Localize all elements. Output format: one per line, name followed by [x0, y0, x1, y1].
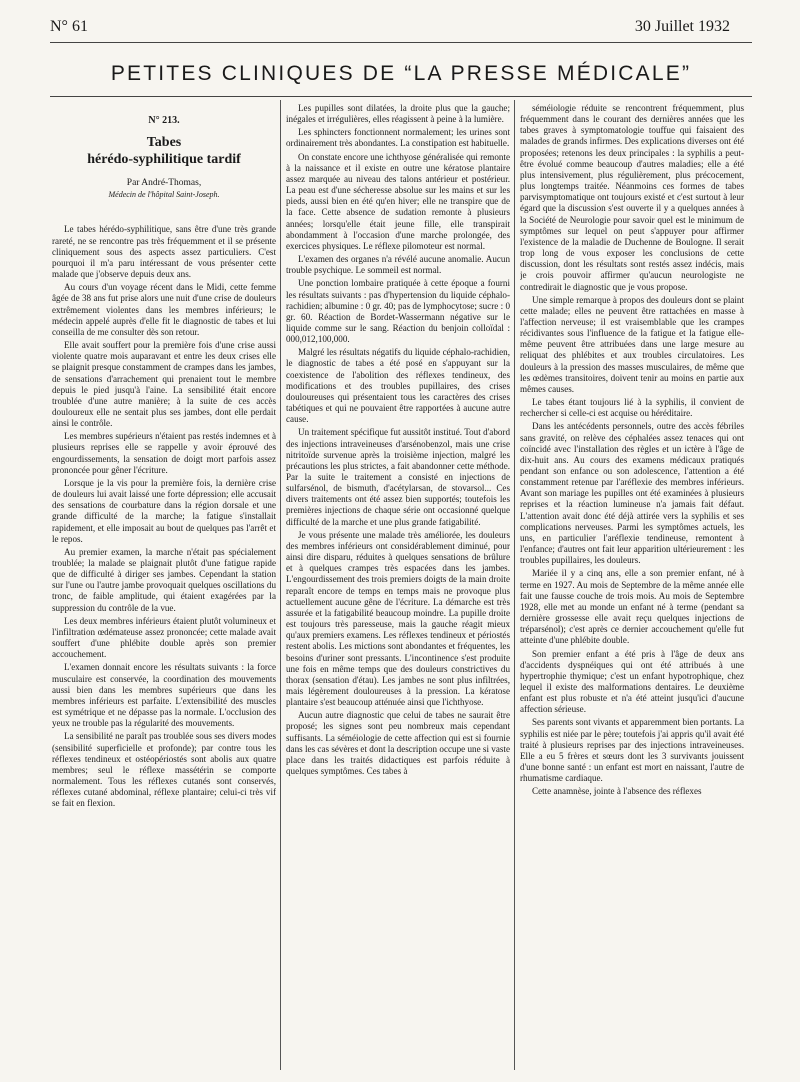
text-column-3 — [520, 103, 744, 1073]
paragraph: Un traitement spécifique fut aussitôt institué. Tout d'abord des injections intraveineuses d'arsénobenzol, mais une crise nitritoïde survenue après la troisième injection, malgré les précautions les plus strictes, a fait abandonner cette méthode. Par la suite le traitement a consisté en injections de sulfarsénol, de bismuth, d'acétylarsan, de stovarsol... Ces divers traitements ont été assez bien supportés; toutefois les premières injections de chaque série ont occasionné quelque difficulté de la marche et une plus grande fatigabilité. — [286, 427, 510, 527]
paragraph: L'examen des organes n'a révélé aucune anomalie. Aucun trouble psychique. Le sommeil est normal. — [286, 254, 510, 276]
paragraph: Une ponction lombaire pratiquée à cette époque a fourni les résultats suivants : pas d'hypertension du liquide céphalo-rachidien; albumine : 0 gr. 40; pas de lymphocytose; sucre : 0 gr. 60. Réaction de Bordet-Wassermann négative sur le liquide comme sur le sang. Réaction du benjoin colloïdal : 000,012,100,000. — [286, 278, 510, 345]
paragraph: Mariée il y a cinq ans, elle a son premier enfant, né à terme en 1927. Au mois de Septembre de la même année elle fait une fausse couche de trois mois. Au mois de Septembre 1928, elle met au monde un enfant né à terme (pendant sa dernière grossesse elle avait reçu quelques injections de tréparsénol); c'est après ce dernier accouchement qu'elle fut atteinte d'une phlébite double. — [520, 568, 744, 646]
author-affiliation: Médecin de l'hôpital Saint-Joseph. — [108, 190, 220, 200]
paragraph: La sensibilité ne paraît pas troublée sous ses divers modes (sensibilité superficielle et profonde); par contre tous les réflexes tendineux et ostéopériostés sont abolis aux quatre membres; seul le réflexe massétérin se comporte normalement. Tous les réflexes cutanés sont conservés, réflexes cutané abdominal, réflexe plantaire; celui-ci très vif se fait en flexion. — [52, 731, 276, 809]
journal-section-title: PETITES CLINIQUES DE “LA PRESSE MÉDICALE” — [110, 62, 692, 85]
paragraph: Aucun autre diagnostic que celui de tabes ne saurait être proposé; les signes sont peu nombreux mais cependant suffisants. La séméiologie de cette affection qui est si fournie dans les cas sévères et dont la description occupe une si vaste place dans les traités didactiques est parfois réduite à quelques symptômes. Ces tabes à — [286, 710, 510, 777]
article-title: Tabes — [146, 135, 182, 151]
column-divider — [280, 100, 281, 1070]
paragraph: Son premier enfant a été pris à l'âge de deux ans d'accidents dyspnéiques qui ont été attribués à une hypertrophie thymique; c'est un enfant hypotrophique, chez lequel il existe des malformations dentaires. Le deuxième enfant est plus robuste et n'a été atteint jusqu'ici d'aucune affection sérieuse. — [520, 648, 744, 715]
paragraph: Lorsque je la vis pour la première fois, la dernière crise de douleurs lui avait laissé une forte dépression; elle accusait des sensations de courbature dans la région dorsale et une grande difficulté de la marche; la fatigue s'installait rapidement, et elle imposait au bout de quelques pas l'arrêt et le repos. — [52, 477, 276, 544]
text-column-1 — [52, 115, 276, 1070]
page-date: 30 Juillet 1932 — [634, 18, 730, 35]
paragraph: On constate encore une ichthyose généralisée qui remonte à la naissance et il existe en outre une kératose plantaire assez marquée au niveau des talons antérieur et postérieur. La peau est d'une sécheresse absolue sur les mains et sur les pieds, aussi bien en été qu'en hiver; elle ne transpire que de la face. Cette absence de sudation remonte à plusieurs années; lorsqu'elle était jeune fille, elle transpirait abondamment à l'occasion d'une marche prolongée, des exercices physiques. Le réflexe pilomoteur est normal. — [286, 151, 510, 251]
paragraph: Les sphincters fonctionnent normalement; les urines sont ordinairement très abondantes. La constipation est habituelle. — [286, 127, 510, 149]
paragraph: Ses parents sont vivants et apparemment bien portants. La syphilis est niée par le père; toutefois j'ai appris qu'il avait été traité à plusieurs reprises par des injections intraveineuses. Elle a eu 5 frères et sœurs dont les 3 survivants jouissent d'une bonne santé : un enfant est mort en naissant, l'autre de rhumatisme cardiaque. — [520, 717, 744, 784]
paragraph: L'examen donnait encore les résultats suivants : la force musculaire est conservée, la coordination des mouvements aussi bien dans les membres supérieurs que dans les membres inférieurs est parfaite. L'extensibilité des muscles est symétrique et ne dépasse pas la normale. L'occlusion des yeux ne trouble pas la régularité des mouvements. — [52, 662, 276, 729]
header-rule — [50, 96, 752, 97]
paragraph: Les membres supérieurs n'étaient pas restés indemnes et à plusieurs reprises elle se rappelle y avoir éprouvé des engourdissements, la sensation de doigt mort parfois assez prononcée pour gêner l'écriture. — [52, 431, 276, 475]
paragraph: séméiologie réduite se rencontrent fréquemment, plus fréquemment dans le courant des dernières années que les tabes graves à symptomatologie touffue qui faisaient des malades de grands infirmes. Des explications diverses ont été proposées; retenons les deux principales : la syphilis a peut-être évolué comme beaucoup d'autres maladies; elle a été plus intensivement, plus régulièrement, plus précocement, plus longtemps traitée. Néanmoins ces formes de tabes parvisymptomatique ont toujours existé et c'est surtout à leur égard que la discussion s'est ouverte il y a quelques années à la Société de Neurologie pour savoir quel est le minimum de symptômes sur lequel on peut s'appuyer pour affirmer l'existence de la maladie de Duchenne de Boulogne. Il serait trop long de vous exposer les conclusions de cette discussion, dont les résultats sont restés assez indécis, mais je crois pouvoir affirmer qu'aucun neurologiste ne contredirait le diagnostic que je vous propose. — [520, 103, 744, 292]
paragraph: Le tabes étant toujours lié à la syphilis, il convient de rechercher si celle-ci est acquise ou héréditaire. — [520, 397, 744, 419]
top-rule — [50, 42, 752, 43]
page-number: N° 61 — [50, 18, 88, 35]
paragraph: Dans les antécédents personnels, outre des accès fébriles sans gravité, on relève des céphalées assez tenaces qui ont coïncidé avec l'installation des règles et un ictère à l'âge de dix-huit ans. Au cours des examens médicaux pratiqués pendant son enfance ou son adolescence, l'attention a été constamment retenue par l'aréflexie des membres inférieurs. Avant son mariage les pupilles ont été examinées à plusieurs reprises et la réaction lumineuse n'a jamais fait défaut. L'attention avait donc été déjà attirée vers la syphilis et ses complications nerveuses. Parmi les symptômes actuels, les uns, en particulier l'aréflexie tendineuse, remontent à l'enfance; d'autres ont fait leur apparition ultérieurement : les troubles pupillaires, les douleurs. — [520, 421, 744, 566]
article-subtitle: hérédo-syphilitique tardif — [87, 152, 241, 168]
article-number: N° 213. — [148, 115, 180, 126]
column-divider — [514, 100, 515, 1070]
paragraph: Au cours d'un voyage récent dans le Midi, cette femme âgée de 38 ans fut prise alors une nuit d'une crise de douleurs extrêmement violentes dans les membres inférieurs; le médecin appelé auprès d'elle fit le diagnostic de tabes et lui conseilla de me consulter dès son retour. — [52, 282, 276, 337]
paragraph: Elle avait souffert pour la première fois d'une crise aussi violente quatre mois auparavant et entre les deux crises elle se plaignit presque constamment de crampes dans les jambes, de sensations d'arrachement qui prenaient tout le membre depuis le pied jusqu'à l'aine. La sensibilité était encore troublée d'une autre manière; à la suite de ces accès douloureux elle ne sentait plus ses jambes, dont elle perdait ainsi le contrôle. — [52, 340, 276, 429]
paragraph: Au premier examen, la marche n'était pas spécialement troublée; la malade se plaignait plutôt d'une fatigue rapide que de difficulté à diriger ses jambes. Cependant la station sur l'une ou l'autre jambe provoquait quelques oscillations du tronc, de faible amplitude, qui étaient exagérées par la suppression du contrôle de la vue. — [52, 546, 276, 613]
paragraph: Une simple remarque à propos des douleurs dont se plaint cette malade; elles ne peuvent être rattachées en masse à l'affection nerveuse; il est vraisemblable que les crampes récidivantes sous l'influence de la fatigue et la fatigue elle-même peuvent être attribuées dans une large mesure au reliquat des phlébites et aux troubles circulatoires. Les douleurs à la pression des masses musculaires, de même que les œdèmes transitoires, doivent tenir au moins en partie aux mêmes causes. — [520, 294, 744, 394]
paragraph: Les pupilles sont dilatées, la droite plus que la gauche; inégales et irrégulières, elles réagissent à peine à la lumière. — [286, 103, 510, 125]
paragraph: Je vous présente une malade très améliorée, les douleurs des membres inférieurs ont considérablement diminué, pour ainsi dire disparu, réduites à quelques sensations de brûlure et à quelques crampes très espacées dans les jambes. L'engourdissement des trois premiers doigts de la main droite reparaît encore de temps en temps mais ne provoque plus actuellement aucune gêne de l'écriture. La démarche est très assurée et la fatigabilité beaucoup moindre. La pupille droite est toujours très paresseuse, mais la gauche réagit mieux qu'aux premiers examens. Les réflexes tendineux et périostés restent abolis. Les mictions sont abondantes et fréquentes, les besoins d'uriner sont pressants. L'incontinence s'est produite une fois en même temps que des douleurs constrictives du thorax (sensation d'étau). Les jambes ne sont plus infiltrées, mais légèrement douloureuses à la pression. La kératose plantaire s'est beaucoup atténuée ainsi que l'ichthyose. — [286, 529, 510, 708]
text-column-2 — [286, 103, 510, 1073]
article-author: Par André-Thomas, — [126, 178, 202, 189]
paragraph: Les deux membres inférieurs étaient plutôt volumineux et l'infiltration œdémateuse assez prononcée; cette malade avait souffert d'une phlébite double après son premier accouchement. — [52, 615, 276, 660]
paragraph: Le tabes hérédo-syphilitique, sans être d'une très grande rareté, ne se rencontre pas très fréquemment et il se présente cliniquement sous des aspects assez particuliers. C'est pourquoi il m'a paru intéressant de vous présenter cette malade que j'observe depuis deux ans. — [52, 224, 276, 280]
paragraph: Cette anamnèse, jointe à l'absence des réflexes — [532, 786, 702, 797]
paragraph: Malgré les résultats négatifs du liquide céphalo-rachidien, le diagnostic de tabes a été posé en s'appuyant sur la coexistence de l'abolition des réflexes tendineux, des modifications et des troubles pupillaires, des crises douloureuses qui présentaient tous les caractères des crises tabétiques et qui ne pouvaient être rapportées à aucune autre cause. — [286, 347, 510, 425]
